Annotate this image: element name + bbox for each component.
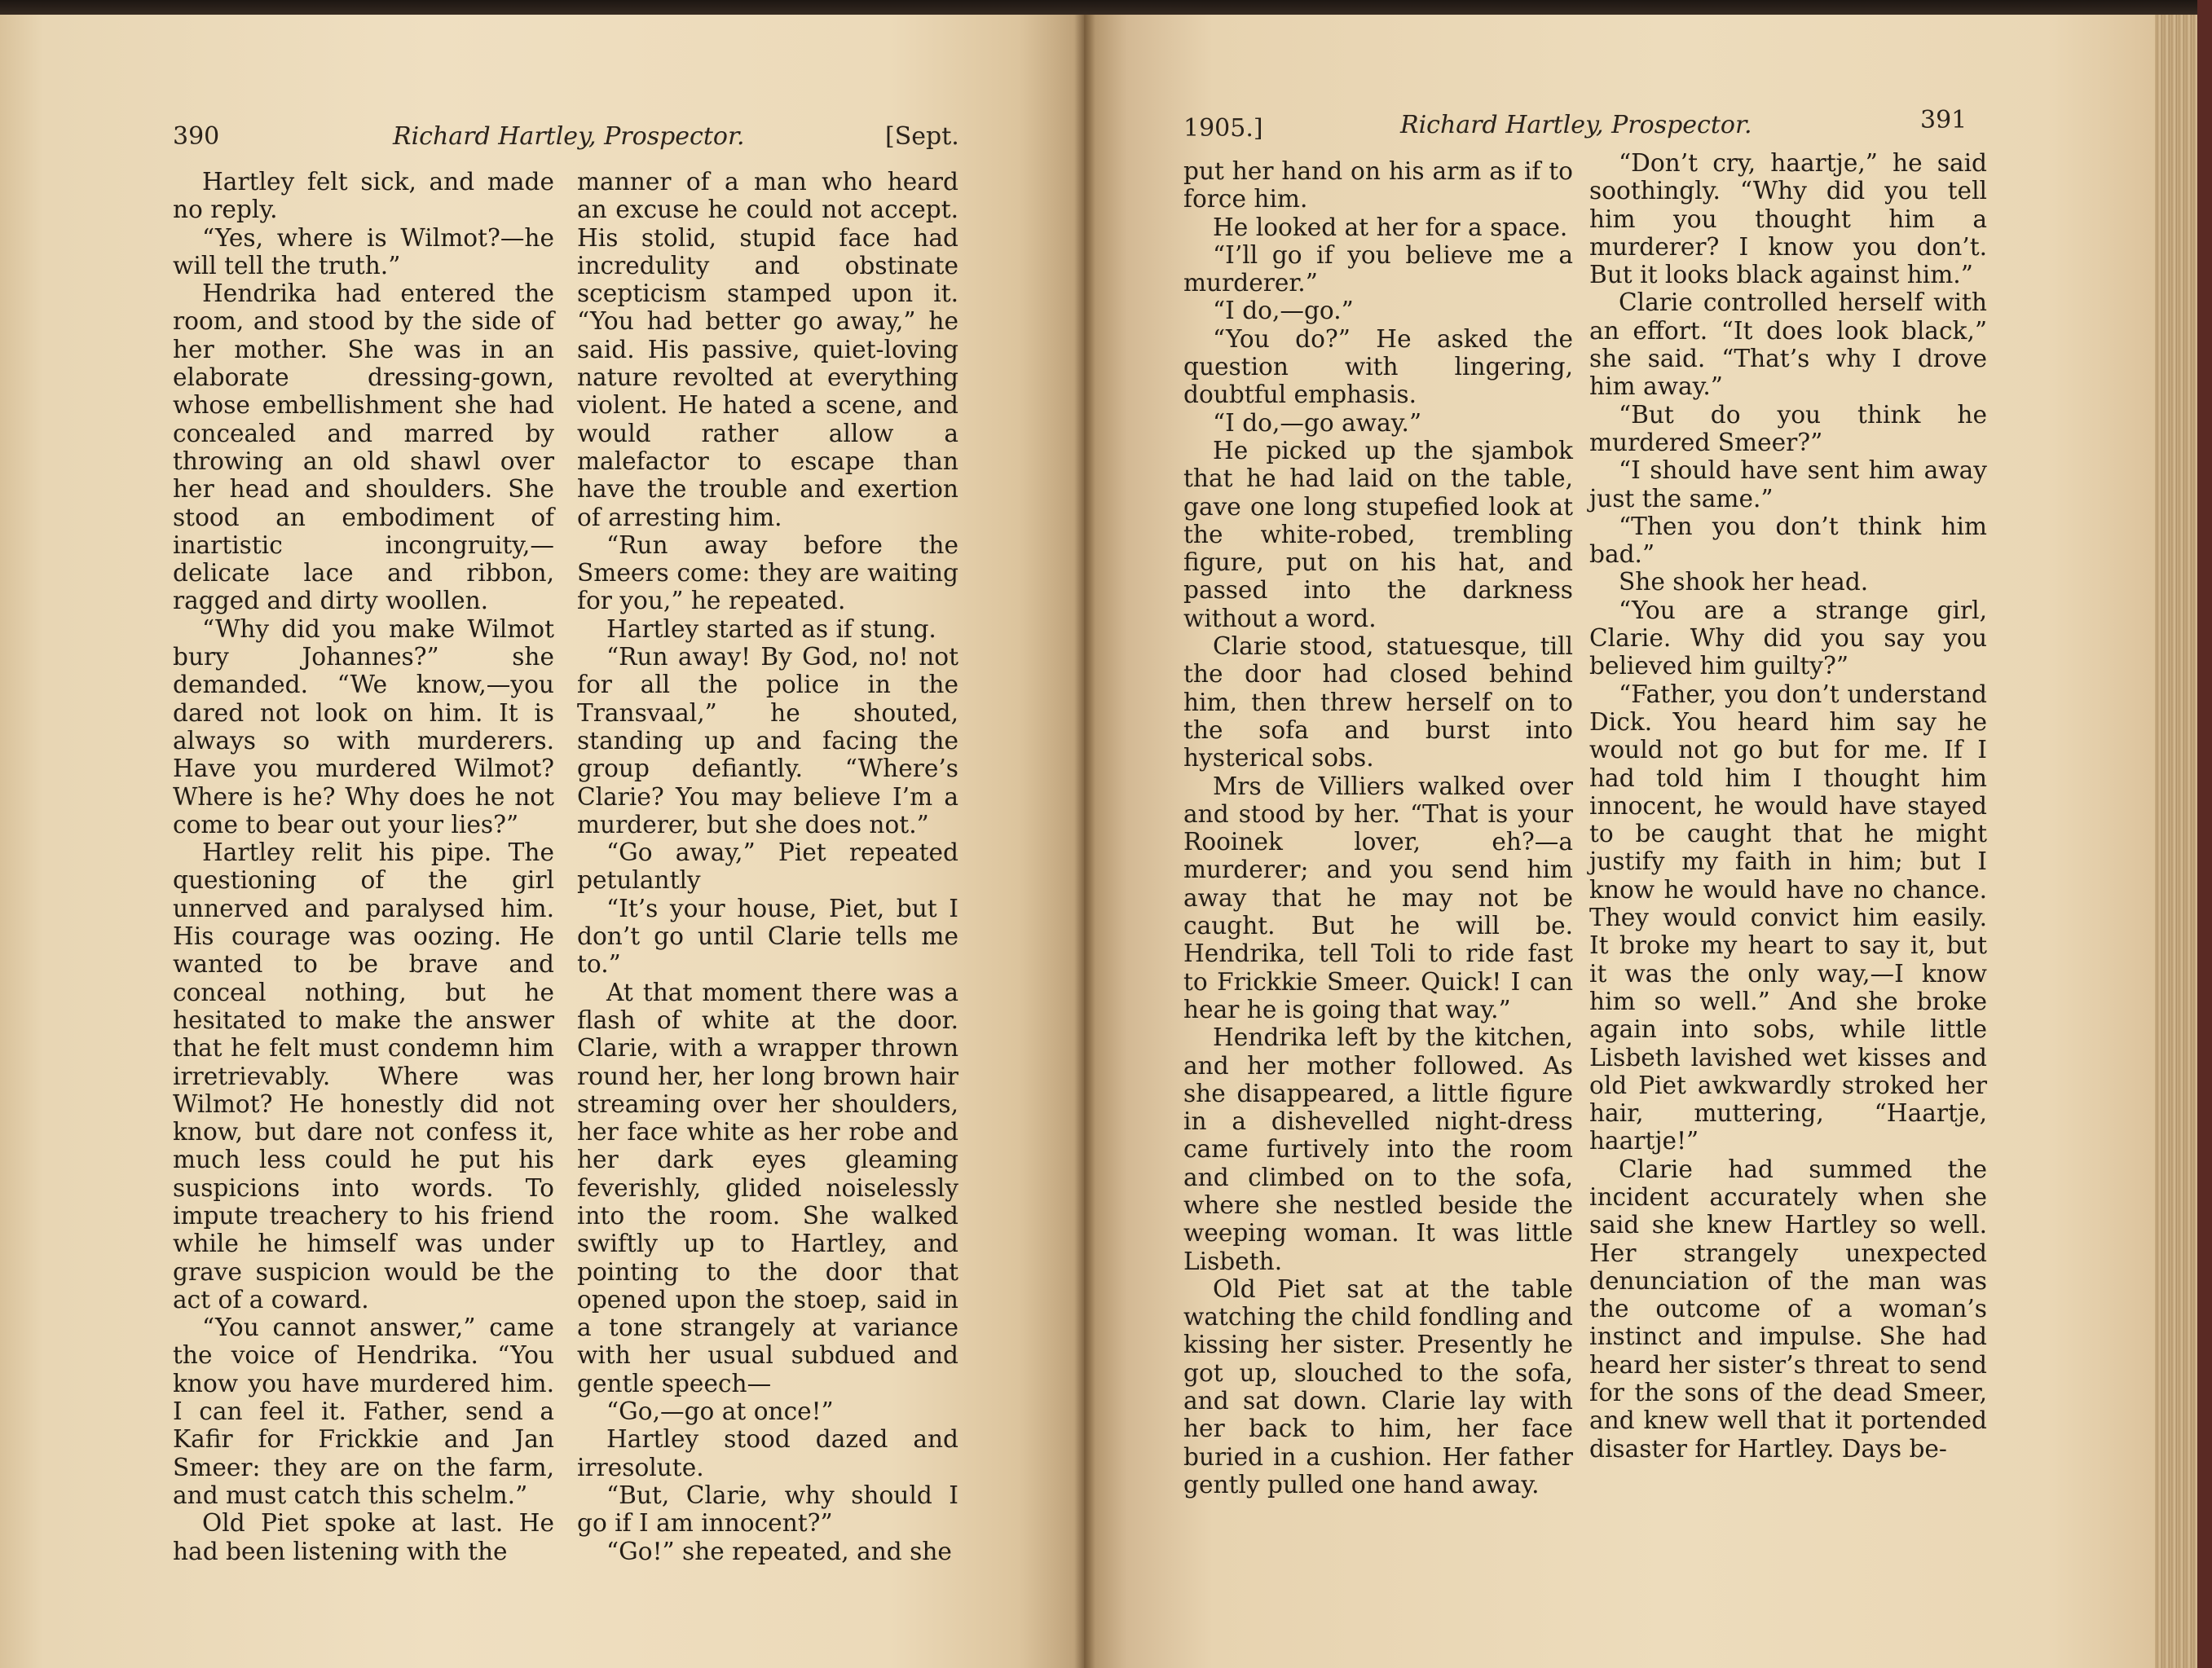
paragraph: put her hand on his arm as if to force him. (1183, 157, 1573, 213)
paragraph: “Go,—go at once!” (606, 1397, 834, 1426)
paragraph: Old Piet spoke at last. He had been listening with the (173, 1509, 554, 1565)
cover-edge (2197, 0, 2212, 1668)
left-page-column-2 (577, 168, 958, 1565)
paragraph: Hartley started as if stung. (606, 614, 936, 643)
right-page-column-1 (1183, 157, 1573, 1499)
paragraph: Clarie controlled herself with an effort. “It does look black,” she said. “That’s why I drove him away.” (1589, 288, 1987, 401)
paragraph: Clarie had summed the incident accurately when she said she knew Hartley so well. Her strangely unexpected denunciation of the man was the outcome of a woman’s instinct and impulse. She had heard her sister’s threat to send for the sons of the dead Smeer, and knew well that it portended disaster for Hartley. Days be- (1589, 1155, 1987, 1463)
paragraph: She shook her head. (1619, 568, 1869, 596)
book-gutter (1074, 15, 1095, 1668)
right-running-title: Richard Hartley, Prospector. (1400, 111, 1752, 139)
right-date-tag: 1905.] (1183, 114, 1263, 143)
paragraph: He looked at her for a space. (1213, 213, 1568, 241)
paragraph: “Then you don’t think him bad.” (1589, 512, 1987, 569)
paragraph: At that moment there was a flash of white at the door. Clarie, with a wrapper thrown round her, her long brown hair streaming over her shoulders, her face white as her robe and her dark eyes gleaming feverishly, glided noiselessly into the room. She walked swiftly up to Hartley, and pointing to the door that opened upon the stoep, said in a tone strangely at variance with her usual subdued and gentle speech— (577, 978, 958, 1397)
paragraph: “Father, you don’t understand Dick. You heard him say he would not go but for me. If I had told him I thought him innocent, he would have stayed to be caught that he might justify my faith in him; but I know he would have no chance. They would convict him easily. It broke my heart to say it, but it was the only way,—I know him so well.” And she broke again into sobs, while little Lisbeth lavished wet kisses and old Piet awkwardly stroked her hair, muttering, “Haartje, haartje!” (1589, 680, 1987, 1155)
paragraph: Hendrika had entered the room, and stood by the side of her mother. She was in an elaborate dressing-gown, whose embellishment she had concealed and marred by throwing an old shawl over her head and shoulders. She stood an embodiment of inartistic incongruity,—delicate lace and ribbon, ragged and dirty woollen. (173, 279, 554, 615)
paragraph: “Go away,” Piet repeated petulantly (577, 838, 958, 895)
paragraph: “I do,—go away.” (1213, 408, 1422, 437)
left-page-column-1 (173, 168, 554, 1565)
paragraph: “Yes, where is Wilmot?—he will tell the truth.” (173, 223, 554, 279)
right-page-number: 391 (1920, 106, 1967, 134)
paragraph: “I should have sent him away just the same.” (1589, 456, 1987, 513)
paragraph: manner of a man who heard an excuse he could not accept. His stolid, stupid face had incredulity and obstinate scepticism stamped upon it. “You had better go away,” he said. His passive, quiet-loving nature revolted at everything violent. He hated a scene, and would rather allow a malefactor to escape than have the trouble and exertion of arresting him. (577, 168, 958, 531)
paragraph: “It’s your house, Piet, but I don’t go until Clarie tells me to.” (577, 894, 958, 979)
paragraph: “You are a strange girl, Clarie. Why did you say you believed him guilty?” (1589, 596, 1987, 680)
paragraph: Hartley relit his pipe. The questioning of the girl unnerved and paralysed him. His courage was oozing. He wanted to be brave and conceal nothing, but he hesitated to make the answer that he felt must condemn him irretrievably. Where was Wilmot? He honestly did not know, but dare not confess it, much less could he put his suspicions into words. To impute treachery to his friend while he himself was under grave suspicion would be the act of a coward. (173, 838, 554, 1314)
paragraph: “But do you think he murdered Smeer?” (1589, 400, 1987, 456)
paragraph: “You do?” He asked the question with lingering, doubtful emphasis. (1183, 324, 1573, 409)
paragraph: “But, Clarie, why should I go if I am innocent?” (577, 1481, 958, 1538)
paragraph: “Run away! By God, no! not for all the police in the Transvaal,” he shouted, standing up and facing the group defiantly. “Where’s Clarie? You may believe I’m a murderer, but she does not.” (577, 643, 958, 838)
paragraph: He picked up the sjambok that he had laid on the table, gave one long stupefied look at the white-robed, trembling figure, put on his hat, and passed into the darkness without a word. (1183, 436, 1573, 632)
paragraph: “I do,—go.” (1213, 297, 1354, 325)
right-page-column-2 (1589, 149, 1987, 1463)
paragraph: Hendrika left by the kitchen, and her mother followed. As she disappeared, a little figure in a dishevelled night-dress came furtively into the room and climbed on to the sofa, where she nestled beside the weeping woman. It was little Lisbeth. (1183, 1023, 1573, 1275)
left-running-title: Richard Hartley, Prospector. (393, 122, 745, 151)
paragraph: Hartley felt sick, and made no reply. (173, 168, 554, 224)
paragraph: “Why did you make Wilmot bury Johannes?” she demanded. “We know,—you dared not look on him. It is always so with murderers. Have you murdered Wilmot? Where is he? Why does he not come to bear out your lies?” (173, 614, 554, 838)
paragraph: Hartley stood dazed and irresolute. (577, 1425, 958, 1481)
left-date-tag: [Sept. (885, 122, 959, 151)
paragraph: “Run away before the Smeers come: they are waiting for you,” he repeated. (577, 530, 958, 615)
paragraph: “Don’t cry, haartje,” he said soothingly. “Why did you tell him you thought him a murderer? I know you don’t. But it looks black against him.” (1589, 149, 1987, 289)
left-page-number: 390 (173, 122, 220, 151)
paragraph: “I’ll go if you believe me a murderer.” (1183, 240, 1573, 297)
paragraph: “You cannot answer,” came the voice of Hendrika. “You know you have murdered him. I can feel it. Father, send a Kafir for Frickkie and Jan Smeer: they are on the farm, and must catch this schelm.” (173, 1314, 554, 1509)
paragraph: Mrs de Villiers walked over and stood by her. “That is your Rooinek lover, eh?—a murderer; and you send him away that he may not be caught. But he will be. Hendrika, tell Toli to ride fast to Frickkie Smeer. Quick! I can hear he is going that way.” (1183, 772, 1573, 1023)
paragraph: Clarie stood, statuesque, till the door had closed behind him, then threw herself on to the sofa and burst into hysterical sobs. (1183, 632, 1573, 772)
paragraph: Old Piet sat at the table watching the child fondling and kissing her sister. Presently he got up, slouched to the sofa, and sat down. Clarie lay with her back to him, her face buried in a cushion. Her father gently pulled one hand away. (1183, 1274, 1573, 1499)
paragraph: “Go!” she repeated, and she (606, 1537, 952, 1565)
